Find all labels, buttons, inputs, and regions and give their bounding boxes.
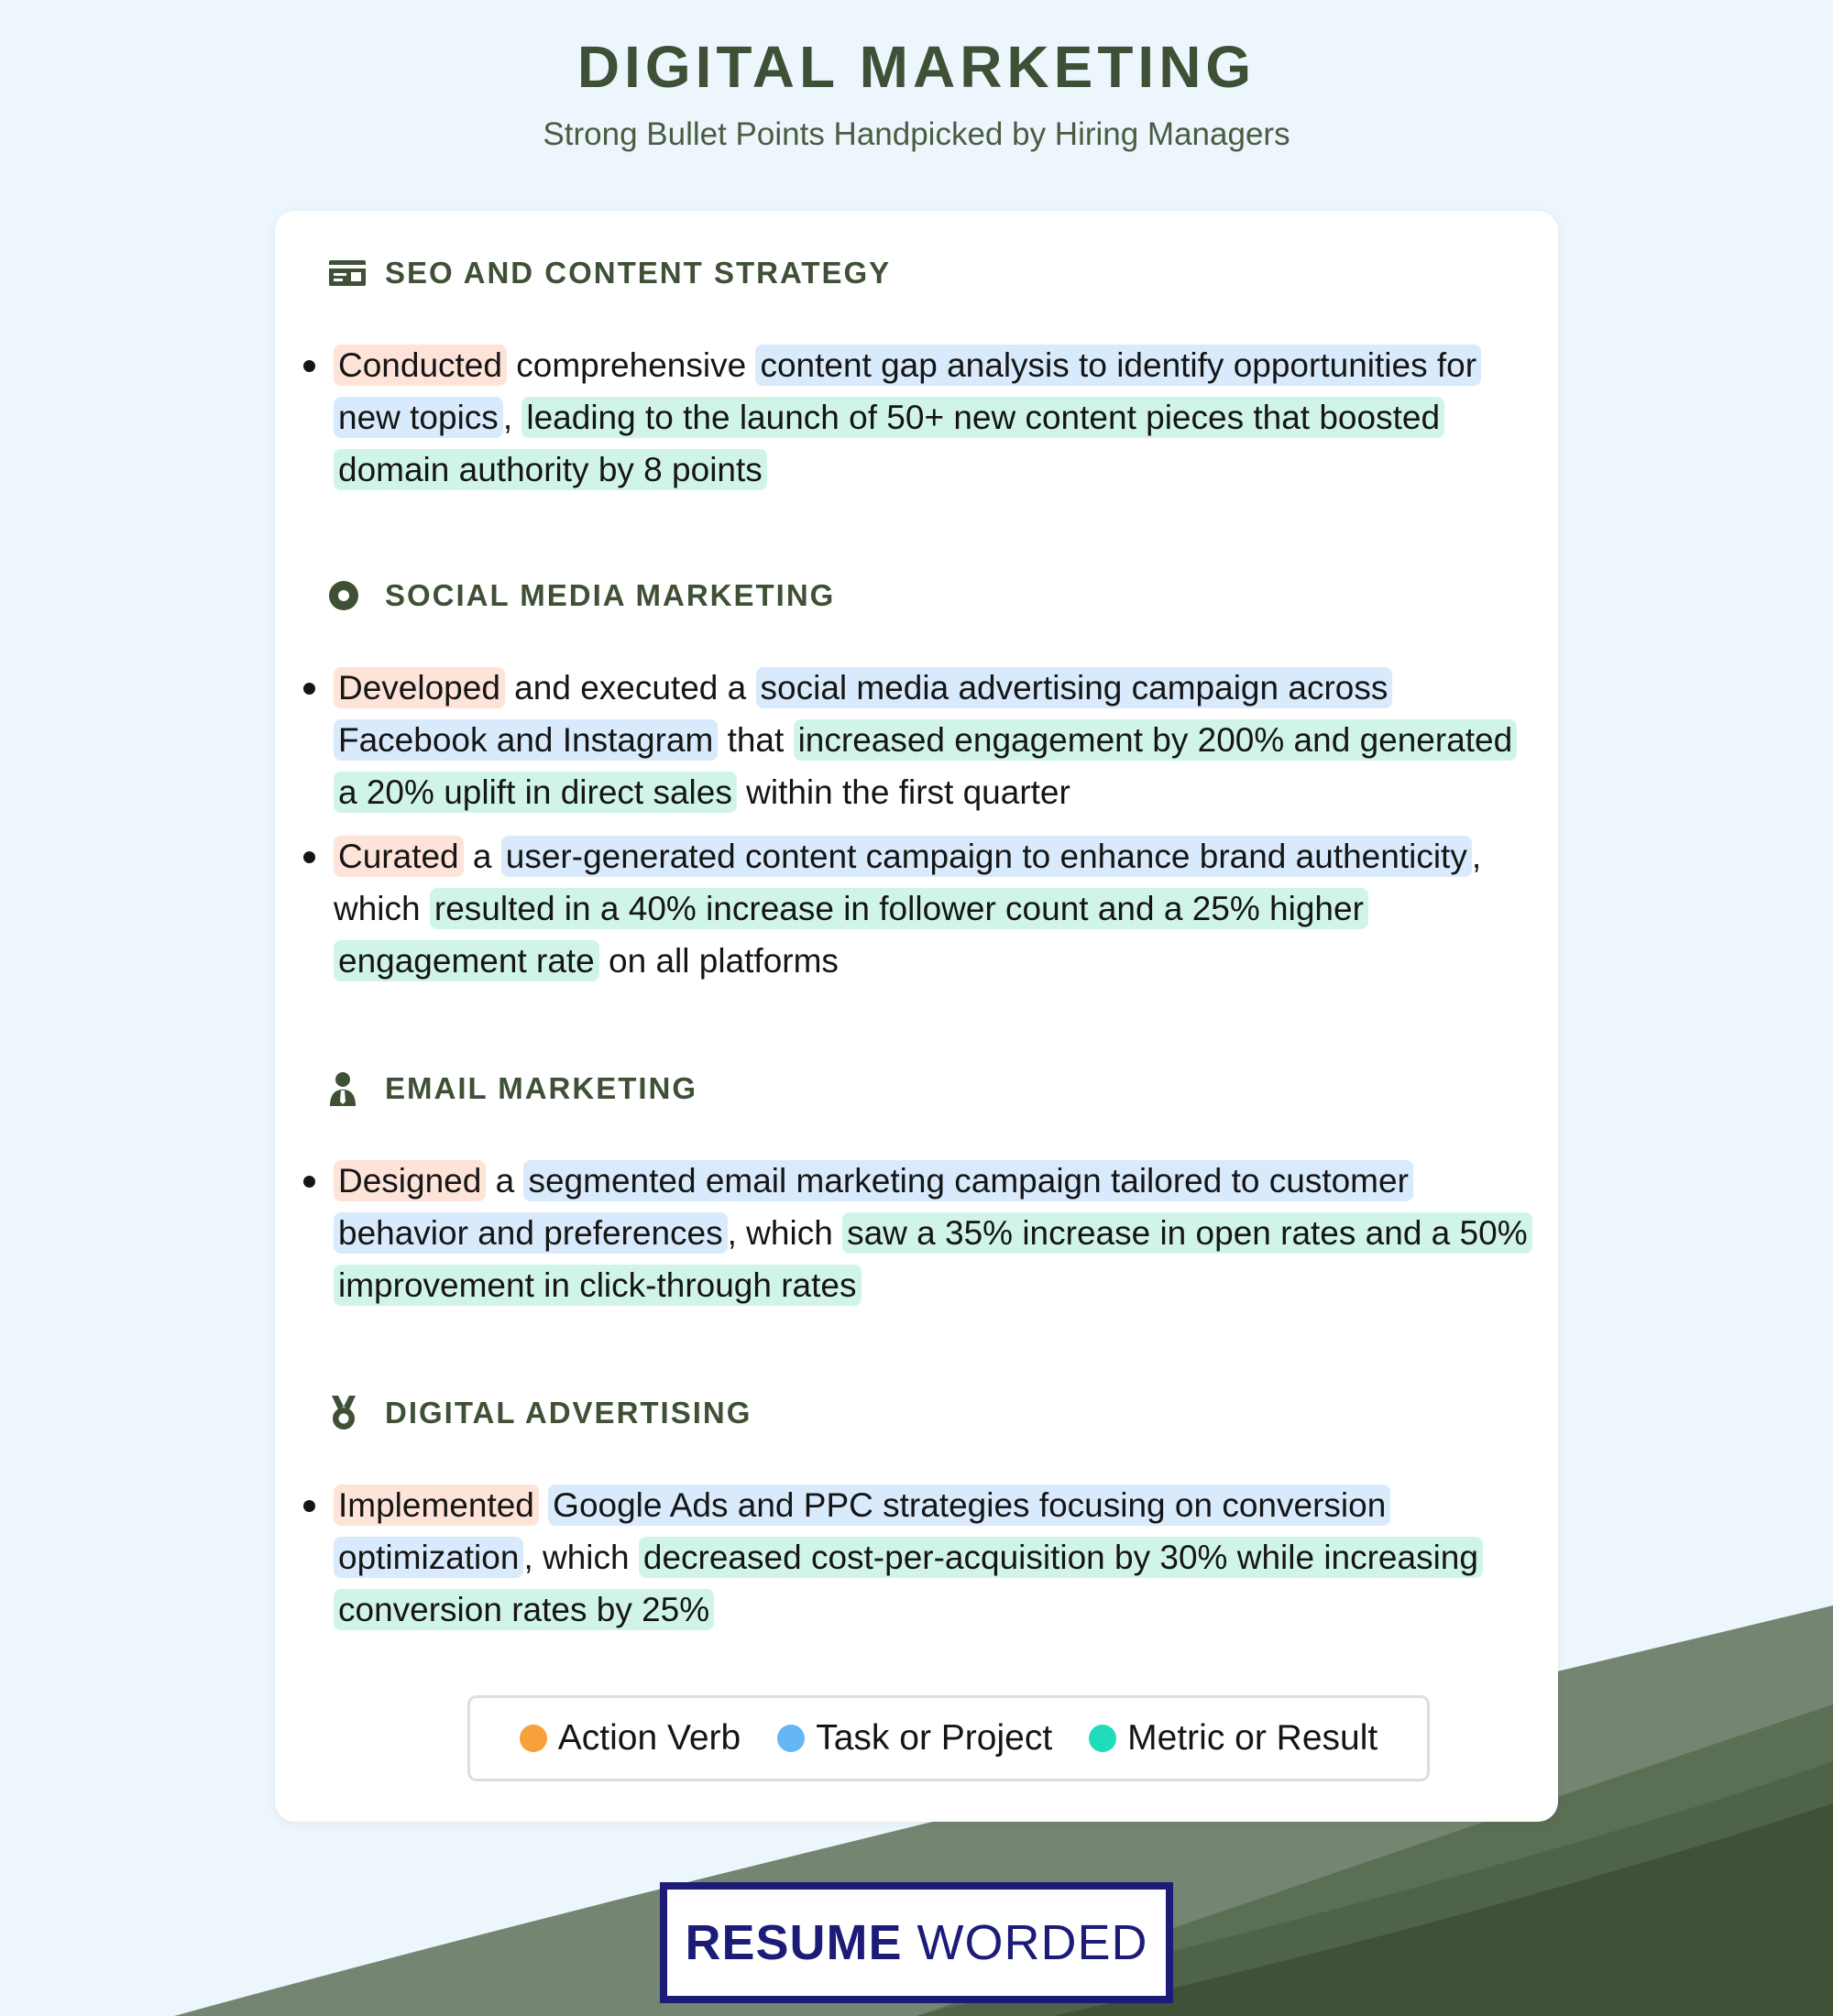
logo-text	[685, 1914, 1147, 1971]
plain-text: and executed a	[504, 669, 756, 707]
plain-text: comprehensive	[506, 346, 756, 384]
plain-text: , which	[523, 1539, 639, 1576]
teal-dot-icon	[1089, 1725, 1116, 1752]
metric-highlight: decreased cost-per-acquisition by 30% while increasing conversion rates by 25%	[334, 1537, 1483, 1630]
legend-item-action-verb	[520, 1718, 741, 1759]
plain-text: that	[718, 721, 794, 759]
bullet-item	[275, 1479, 1534, 1636]
medal-icon	[328, 1394, 367, 1432]
blue-dot-icon	[777, 1725, 805, 1752]
task-highlight: user-generated content campaign to enhance brand authenticity	[501, 836, 1472, 877]
section-title: SEO AND CONTENT STRATEGY	[385, 256, 892, 290]
action-verb-highlight: Designed	[334, 1160, 486, 1201]
bullet-item	[275, 830, 1534, 987]
plain-text: ,	[502, 399, 522, 436]
metric-highlight: leading to the launch of 50+ new content pieces that boosted domain authority by 8 points	[334, 397, 1444, 490]
bullet-list	[275, 662, 1558, 999]
legend-item-metric	[1089, 1718, 1377, 1759]
section-header	[328, 574, 835, 618]
bullet-item	[275, 662, 1534, 818]
page-title: DIGITAL MARKETING	[576, 34, 1257, 100]
id-card-icon	[328, 254, 367, 292]
action-verb-highlight: Curated	[334, 836, 464, 877]
action-verb-highlight: Conducted	[334, 345, 507, 386]
legend-item-task	[777, 1718, 1052, 1759]
page-header	[0, 33, 1833, 154]
plain-text	[539, 1486, 548, 1524]
section-title: DIGITAL ADVERTISING	[385, 1396, 752, 1430]
action-verb-highlight: Developed	[334, 667, 505, 708]
plain-text: a	[463, 838, 501, 875]
legend-label: Task or Project	[816, 1718, 1053, 1758]
section-header	[328, 1067, 697, 1111]
user-tie-icon	[328, 1069, 367, 1108]
section-header	[328, 1391, 752, 1435]
metric-highlight: resulted in a 40% increase in follower count and a 25% higher engagement rate	[334, 888, 1368, 981]
bullet-list	[275, 1155, 1558, 1323]
metric-highlight: increased engagement by 200% and generated a 20% uplift in direct sales	[334, 719, 1517, 813]
task-highlight: Google Ads and PPC strategies focusing on conversion optimization	[334, 1485, 1390, 1578]
plain-text: , which	[727, 1214, 843, 1252]
plain-text: , which	[334, 838, 1482, 927]
metric-highlight: saw a 35% increase in open rates and a 50% improvement in click-through rates	[334, 1212, 1532, 1306]
target-icon	[328, 576, 367, 615]
section-header	[328, 251, 891, 295]
logo-text-strong: RESUME	[685, 1915, 903, 1970]
resume-worded-logo[interactable]	[660, 1882, 1173, 2003]
task-highlight: social media advertising campaign across Facebook and Instagram	[334, 667, 1392, 761]
section-title: EMAIL MARKETING	[385, 1071, 698, 1105]
task-highlight: segmented email marketing campaign tailored to customer behavior and preferences	[334, 1160, 1413, 1254]
plain-text: within the first quarter	[736, 773, 1070, 811]
legend-label: Metric or Result	[1127, 1718, 1378, 1758]
bullet-item	[275, 1155, 1534, 1311]
orange-dot-icon	[520, 1725, 547, 1752]
page-subtitle: Strong Bullet Points Handpicked by Hiring Managers	[543, 116, 1290, 152]
action-verb-highlight: Implemented	[334, 1485, 539, 1526]
logo-text-light: WORDED	[916, 1915, 1148, 1970]
bullet-list	[275, 1479, 1558, 1648]
bullet-item	[275, 339, 1534, 496]
bullet-card	[275, 211, 1558, 1822]
task-highlight: content gap analysis to identify opportunities for new topics	[334, 345, 1481, 438]
section-title: SOCIAL MEDIA MARKETING	[385, 578, 836, 612]
plain-text: a	[486, 1162, 524, 1200]
legend	[467, 1695, 1430, 1781]
bullet-list	[275, 339, 1558, 508]
plain-text: on all platforms	[598, 942, 839, 980]
legend-label: Action Verb	[557, 1718, 741, 1758]
